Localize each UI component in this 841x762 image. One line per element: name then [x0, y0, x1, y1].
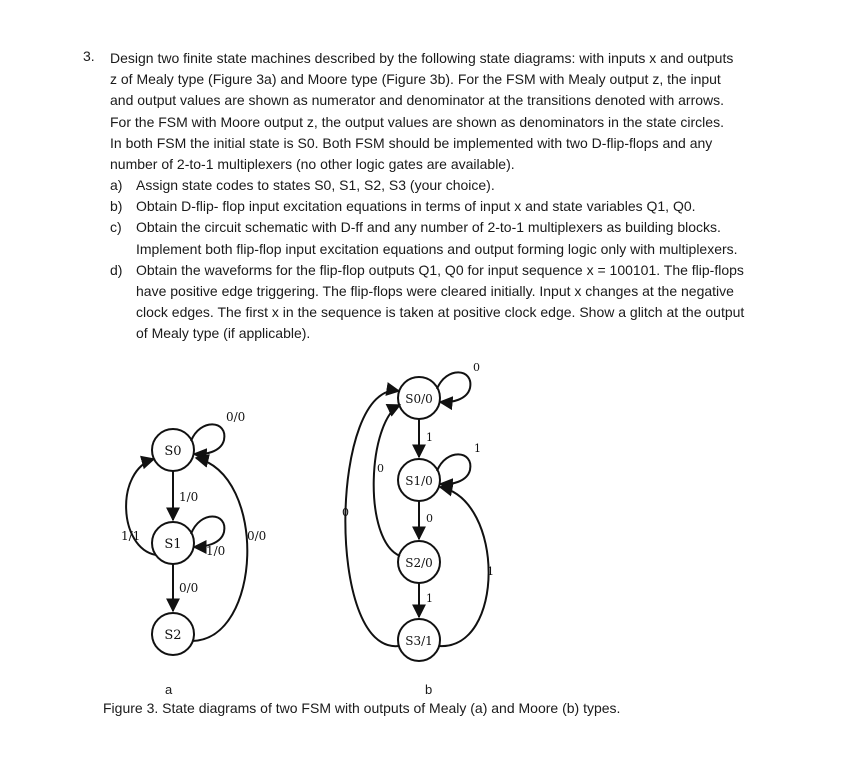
- task-text: Obtain the circuit schematic with D-ff and any number of 2-to-1 multiplexers as building blocks.: [136, 219, 721, 236]
- transition-label: 1: [426, 431, 433, 444]
- transition-label: 0: [342, 506, 349, 519]
- task-text: have positive edge triggering. The flip-flops were cleared initially. Input x changes at the negative: [136, 283, 734, 300]
- transition-label: 1/0: [179, 490, 199, 504]
- moore-s3-to-s1: [439, 487, 489, 646]
- transition-label: 1/1: [121, 529, 141, 543]
- task-label: c): [110, 219, 122, 236]
- intro-line: In both FSM the initial state is S0. Both FSM should be implemented with two D-flip-flops and any: [110, 134, 713, 151]
- transition-label: 1/0: [206, 544, 226, 558]
- problem-number: 3.: [83, 48, 95, 64]
- task-text: Implement both flip-flop input excitation equations and output forming logic only with multiplexers.: [136, 240, 738, 257]
- moore-s3-to-s0: [345, 391, 399, 647]
- transition-label: 0: [473, 361, 480, 374]
- mealy-s1-self-loop: [191, 517, 224, 548]
- state-s1-0-name: S1/0: [405, 474, 433, 488]
- transition-label: 0: [377, 462, 384, 475]
- transition-label: 1: [474, 442, 481, 455]
- moore-s2-to-s0: [374, 405, 400, 556]
- task-text: of Mealy type (if applicable).: [136, 325, 311, 342]
- intro-line: number of 2-to-1 multiplexers (no other logic gates are available).: [110, 156, 515, 173]
- figure-b-sublabel: b: [425, 682, 433, 697]
- task-text: Obtain D-flip- flop input excitation equations in terms of input x and state variables Q1, Q0.: [136, 198, 696, 215]
- moore-s0-self-loop: [437, 372, 470, 402]
- intro-line: Design two finite state machines described by the following state diagrams: with inputs x and outputs: [110, 50, 734, 66]
- intro-line: For the FSM with Moore output z, the output values are shown as denominators in the state circles.: [110, 113, 724, 130]
- transition-label: 1: [487, 565, 494, 578]
- intro-line: and output values are shown as numerator and denominator at the transitions denoted with arrows.: [110, 92, 725, 109]
- transition-label: 0: [426, 512, 433, 525]
- state-s3-1-name: S3/1: [405, 634, 433, 648]
- transition-label: 0/0: [247, 529, 267, 543]
- task-label: d): [110, 261, 123, 278]
- transition-label: 1: [426, 592, 433, 605]
- state-s2-0-name: S2/0: [405, 556, 433, 570]
- transition-label: 0/0: [226, 410, 246, 424]
- figure-caption: Figure 3. State diagrams of two FSM with outputs of Mealy (a) and Moore (b) types.: [103, 700, 621, 716]
- figure-a-sublabel: a: [165, 682, 173, 697]
- state-s1-name: S1: [164, 537, 182, 552]
- task-label: a): [110, 177, 123, 193]
- transition-label: 0/0: [179, 581, 199, 595]
- state-s0-0-name: S0/0: [405, 392, 433, 406]
- intro-line: z of Mealy type (Figure 3a) and Moore type (Figure 3b). For the FSM with Mealy output z, the input: [110, 71, 721, 88]
- task-text: Assign state codes to states S0, S1, S2, S3 (your choice).: [136, 177, 495, 193]
- task-text: clock edges. The first x in the sequence is taken at positive clock edge. Show a glitch at the output: [136, 304, 745, 321]
- task-label: b): [110, 198, 123, 215]
- state-s0-name: S0: [164, 444, 182, 459]
- mealy-s0-self-loop: [191, 424, 224, 454]
- task-text: Obtain the waveforms for the flip-flop outputs Q1, Q0 for input sequence x = 100101. The flip-flops: [136, 261, 744, 278]
- state-s2-name: S2: [164, 628, 182, 643]
- mealy-diagram: [126, 424, 247, 655]
- moore-diagram: [345, 372, 488, 661]
- moore-s1-self-loop: [437, 454, 470, 484]
